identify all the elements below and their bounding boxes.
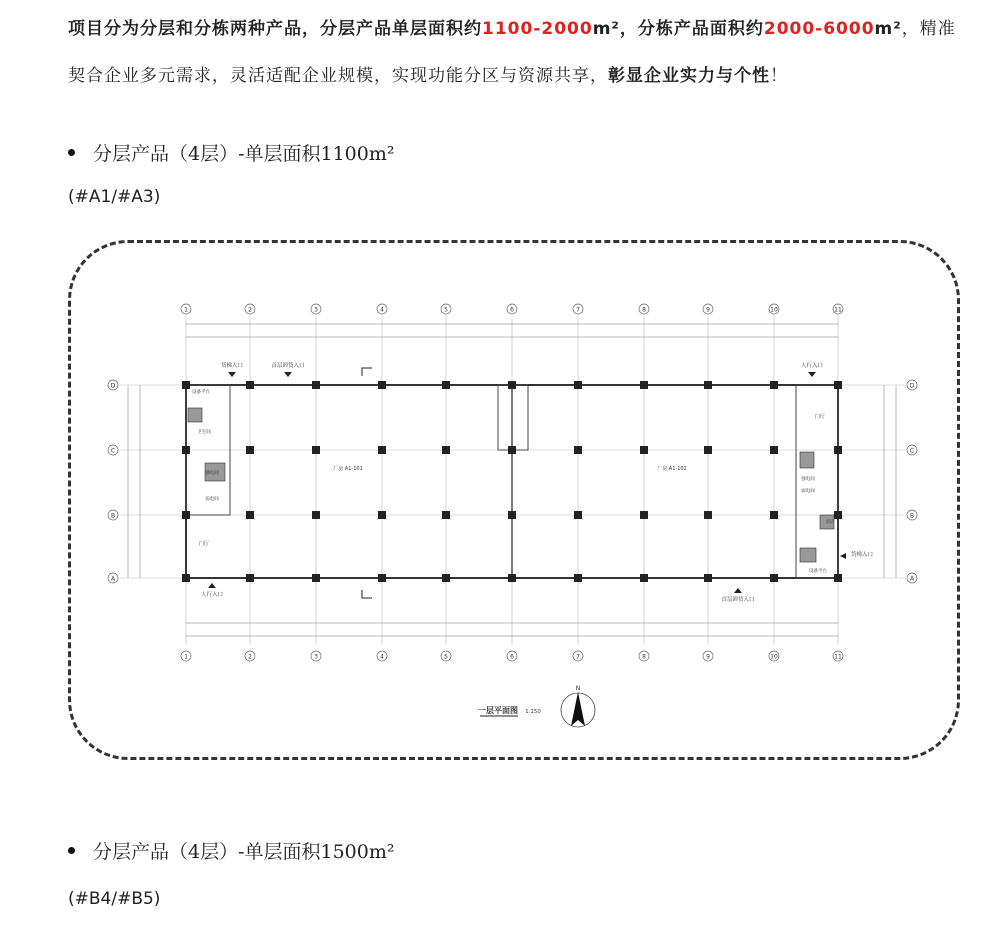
label-people-entry: 人行入口 bbox=[800, 363, 824, 369]
intro-text: 契合企业多元需求，灵活适配企业规模，实现功能分区与资源共享， bbox=[68, 66, 608, 86]
label-lobby: 门厅 bbox=[814, 414, 826, 420]
structural-column bbox=[246, 446, 254, 454]
label-strong-electric: 强电间 bbox=[801, 477, 815, 482]
intro-text: ，精准 bbox=[901, 19, 956, 39]
structural-column bbox=[704, 381, 712, 389]
grid-label: A bbox=[110, 575, 116, 583]
grid-label: 8 bbox=[642, 653, 646, 661]
grid-label: B bbox=[110, 512, 116, 520]
section-heading-unit: m² bbox=[368, 841, 395, 863]
grid-label: 9 bbox=[706, 306, 710, 314]
structural-column bbox=[246, 511, 254, 519]
label-people-entry: 人行入口 bbox=[200, 592, 224, 598]
entry-arrow-icon bbox=[284, 372, 292, 377]
section-heading bbox=[68, 838, 395, 866]
area-unit: m² bbox=[592, 19, 620, 39]
structural-column bbox=[378, 574, 386, 582]
entry-arrow-icon bbox=[840, 553, 846, 559]
structural-column bbox=[508, 381, 516, 389]
grid-label: 3 bbox=[314, 306, 318, 314]
grid-label: 6 bbox=[510, 653, 514, 661]
structural-column bbox=[704, 511, 712, 519]
structural-column bbox=[378, 511, 386, 519]
grid-label: 7 bbox=[576, 653, 580, 661]
structural-column bbox=[442, 574, 450, 582]
label-weak-electric: 弱电间 bbox=[205, 497, 219, 502]
label-loading-entry: 首层卸货入口 bbox=[271, 363, 305, 369]
room-label-left: 厂房 A1-101 bbox=[333, 466, 363, 472]
structural-column bbox=[378, 381, 386, 389]
grid-label: 2 bbox=[248, 653, 252, 661]
structural-column bbox=[574, 381, 582, 389]
intro-text: ，分栋产品面积约 bbox=[619, 19, 764, 39]
label-equipment: 设备平台 bbox=[809, 569, 827, 574]
elevator-shaft bbox=[188, 408, 202, 422]
grid-label: 1 bbox=[184, 306, 188, 314]
room-label-right: 厂房 A1-102 bbox=[657, 466, 687, 472]
structural-column bbox=[182, 511, 190, 519]
label-cleaning: 清洁 bbox=[825, 520, 835, 525]
label-loading-entry: 首层卸货入口 bbox=[721, 597, 755, 603]
entry-arrow-icon bbox=[208, 583, 216, 588]
grid-label: 8 bbox=[642, 306, 646, 314]
grid-label: 6 bbox=[510, 306, 514, 314]
grid-label: 11 bbox=[834, 306, 842, 314]
grid-label: 4 bbox=[380, 306, 384, 314]
structural-column bbox=[508, 574, 516, 582]
core-middle bbox=[498, 385, 528, 450]
grid-label: 7 bbox=[576, 306, 580, 314]
structural-column bbox=[182, 381, 190, 389]
structural-column bbox=[704, 574, 712, 582]
entry-arrow-icon bbox=[808, 372, 816, 377]
structural-column bbox=[312, 574, 320, 582]
structural-column bbox=[834, 574, 842, 582]
section-cut-marker bbox=[362, 590, 372, 598]
building-code: (#B4/#B5) bbox=[68, 889, 161, 909]
grid-label: C bbox=[909, 447, 915, 455]
area-unit: m² bbox=[874, 19, 902, 39]
structural-column bbox=[508, 511, 516, 519]
structural-column bbox=[312, 511, 320, 519]
label-weak-electric: 弱电间 bbox=[801, 489, 815, 494]
structural-column bbox=[442, 446, 450, 454]
section-cut-marker bbox=[362, 368, 372, 376]
structural-column bbox=[640, 511, 648, 519]
entry-arrow-icon bbox=[228, 372, 236, 377]
section-heading-text: 分层产品（4层）-单层面积1100 bbox=[93, 143, 369, 165]
intro-text: ！ bbox=[770, 66, 788, 86]
label-goods-entry: 货梯入口 bbox=[220, 363, 244, 369]
structural-column bbox=[246, 574, 254, 582]
structural-column bbox=[770, 446, 778, 454]
product-section-2 bbox=[68, 838, 395, 912]
entry-arrow-icon bbox=[734, 588, 742, 593]
grid-label: A bbox=[909, 575, 915, 583]
north-arrow-icon bbox=[571, 692, 585, 726]
grid-label: D bbox=[110, 382, 116, 390]
area-range-floor: 1100-2000 bbox=[482, 19, 593, 39]
plan-title: 一层平面图 bbox=[478, 706, 518, 715]
structural-column bbox=[640, 381, 648, 389]
structural-column bbox=[770, 511, 778, 519]
area-range-building: 2000-6000 bbox=[763, 19, 875, 39]
structural-column bbox=[378, 446, 386, 454]
label-strong-electric: 强电间 bbox=[205, 471, 219, 476]
grid-label: D bbox=[909, 382, 915, 390]
grid-label: 10 bbox=[770, 653, 778, 661]
section-heading-unit: m² bbox=[368, 143, 395, 165]
structural-column bbox=[574, 574, 582, 582]
north-label: N bbox=[575, 685, 581, 692]
structural-column bbox=[312, 381, 320, 389]
structural-column bbox=[834, 381, 842, 389]
label-toilet: 卫生间 bbox=[197, 430, 211, 435]
structural-column bbox=[182, 574, 190, 582]
structural-column bbox=[640, 446, 648, 454]
structural-column bbox=[574, 511, 582, 519]
structural-column bbox=[574, 446, 582, 454]
structural-column bbox=[770, 381, 778, 389]
elevator-shaft bbox=[800, 548, 816, 562]
structural-column bbox=[834, 511, 842, 519]
section-heading-text: 分层产品（4层）-单层面积1500 bbox=[93, 841, 369, 863]
structural-column bbox=[508, 446, 516, 454]
grid-label: C bbox=[110, 447, 116, 455]
grid-label: 3 bbox=[314, 653, 318, 661]
grid-label: 5 bbox=[444, 306, 448, 314]
structural-column bbox=[442, 381, 450, 389]
grid-label: 11 bbox=[834, 653, 842, 661]
grid-label: 1 bbox=[184, 653, 188, 661]
grid-label: 10 bbox=[770, 306, 778, 314]
structural-column bbox=[182, 446, 190, 454]
structural-column bbox=[834, 446, 842, 454]
intro-text: 项目分为分层和分栋两种产品，分层产品单层面积约 bbox=[68, 19, 482, 39]
structural-column bbox=[312, 446, 320, 454]
intro-highlight: 彰显企业实力与个性 bbox=[608, 66, 770, 86]
grid-label: 4 bbox=[380, 653, 384, 661]
grid-label: B bbox=[909, 512, 915, 520]
grid-label: 9 bbox=[706, 653, 710, 661]
plan-scale: 1:150 bbox=[525, 709, 541, 715]
grid-label: 2 bbox=[248, 306, 252, 314]
building-code: (#A1/#A3) bbox=[68, 187, 161, 207]
structural-column bbox=[246, 381, 254, 389]
label-goods-entry: 货梯入口 bbox=[850, 552, 874, 558]
structural-column bbox=[704, 446, 712, 454]
bullet-icon bbox=[68, 847, 75, 854]
structural-column bbox=[640, 574, 648, 582]
label-lobby: 门厅 bbox=[198, 541, 210, 547]
label-equipment: 设备平台 bbox=[192, 390, 210, 395]
grid-label: 5 bbox=[444, 653, 448, 661]
elevator-shaft bbox=[800, 452, 814, 468]
structural-column bbox=[770, 574, 778, 582]
structural-column bbox=[442, 511, 450, 519]
